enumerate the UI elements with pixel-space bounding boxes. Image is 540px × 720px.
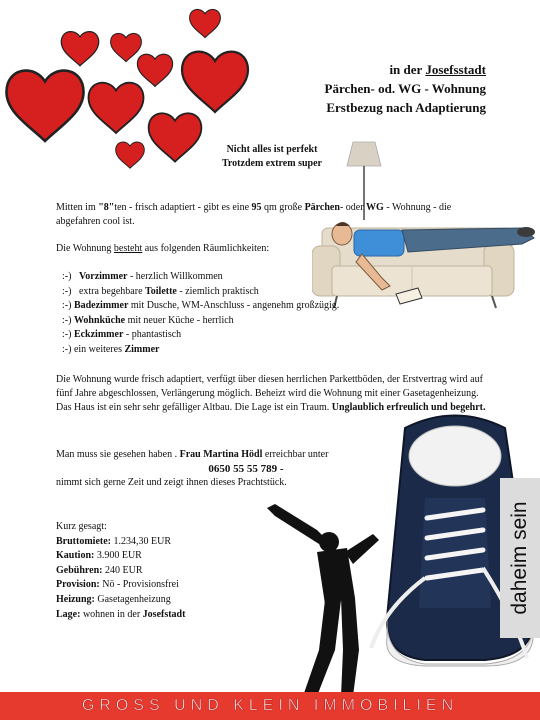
intro-paragraph: Mitten im "8"ten - frisch adaptiert - gibt es eine 95 qm große Pärchen- oder WG - Wohnung - die abgefahren cool ist. [56, 202, 452, 227]
list-item: :-) ein weiteres Zimmer [62, 343, 160, 355]
list-item: :-) Badezimmer mit Dusche, WM-Anschluss - angenehm großzügig. [62, 300, 340, 312]
list-item: :-) Wohnküche mit neuer Küche - herrlich [62, 314, 234, 326]
list-item: :-) Eckzimmer - phantastisch [62, 329, 182, 341]
facts-heading: Kurz gesagt: [56, 521, 107, 532]
footer-banner [0, 692, 540, 720]
heart-icon [7, 71, 84, 141]
list-item: Kaution: 3.900 EUR [56, 550, 142, 562]
rooms-list [62, 270, 339, 358]
heart-icon [182, 52, 248, 112]
heart-icon [149, 113, 202, 161]
tagline-line2: Trotzdem extrem super [222, 158, 322, 169]
heart-icon [137, 54, 172, 86]
description-paragraph: Die Wohnung wurde frisch adaptiert, verfügt über diesen herrlichen Parkettböden, der Erstvertrag wird auf fünf Jahre abgeschlossen, Verlängerung möglich. Beheizt wird die Wohnung mit einer Gasetagenheizung. Das Haus ist ein sehr sehr gefälliger Altbau. Die Lage ist ein Traum. Unglaublich erfreulich und begehrt. [56, 374, 486, 413]
footer-company-name: GROSS UND KLEIN IMMOBILIEN [81, 697, 459, 714]
headline-line2: Pärchen- od. WG - Wohnung [324, 81, 486, 96]
list-item: :-) Vorzimmer - herzlich Willkommen [62, 271, 223, 282]
rooms-heading: Die Wohnung besteht aus folgenden Räumlichkeiten: [56, 243, 270, 254]
headline-prefix: in der [389, 62, 426, 77]
tagline [212, 143, 332, 171]
list-item: Provision: Nö - Provisionsfrei [56, 579, 179, 591]
headline [325, 60, 486, 117]
heart-icon [116, 142, 145, 168]
list-item: Heizung: Gasetagenheizung [56, 593, 171, 605]
list-item: Bruttomiete: 1.234,30 EUR [56, 535, 171, 547]
heart-icon [111, 33, 142, 61]
headline-line3: Erstbezug nach Adaptierung [326, 100, 486, 115]
phone-number[interactable]: 0650 55 55 789 - [208, 463, 284, 475]
contact-paragraph: Man muss sie gesehen haben . Frau Martina Hödl erreichbar unter 0650 55 55 789 - nimmt sich gerne Zeit und zeigt ihnen dieses Prachtstück. [56, 449, 329, 488]
headline-place: Josefsstadt [425, 62, 486, 77]
list-item: Lage: wohnen in der Josefstadt [56, 608, 186, 620]
list-item: Gebühren: 240 EUR [56, 564, 143, 576]
heart-icon [89, 83, 144, 133]
heart-icon [190, 9, 221, 37]
heart-icon [61, 32, 98, 66]
facts-list [56, 520, 185, 622]
side-label: daheim sein [500, 478, 540, 638]
contact-name: Frau Martina Hödl [179, 449, 263, 460]
list-item: :-) extra begehbare Toilette - ziemlich praktisch [62, 285, 259, 297]
tagline-line1: Nicht alles ist perfekt [226, 144, 318, 155]
